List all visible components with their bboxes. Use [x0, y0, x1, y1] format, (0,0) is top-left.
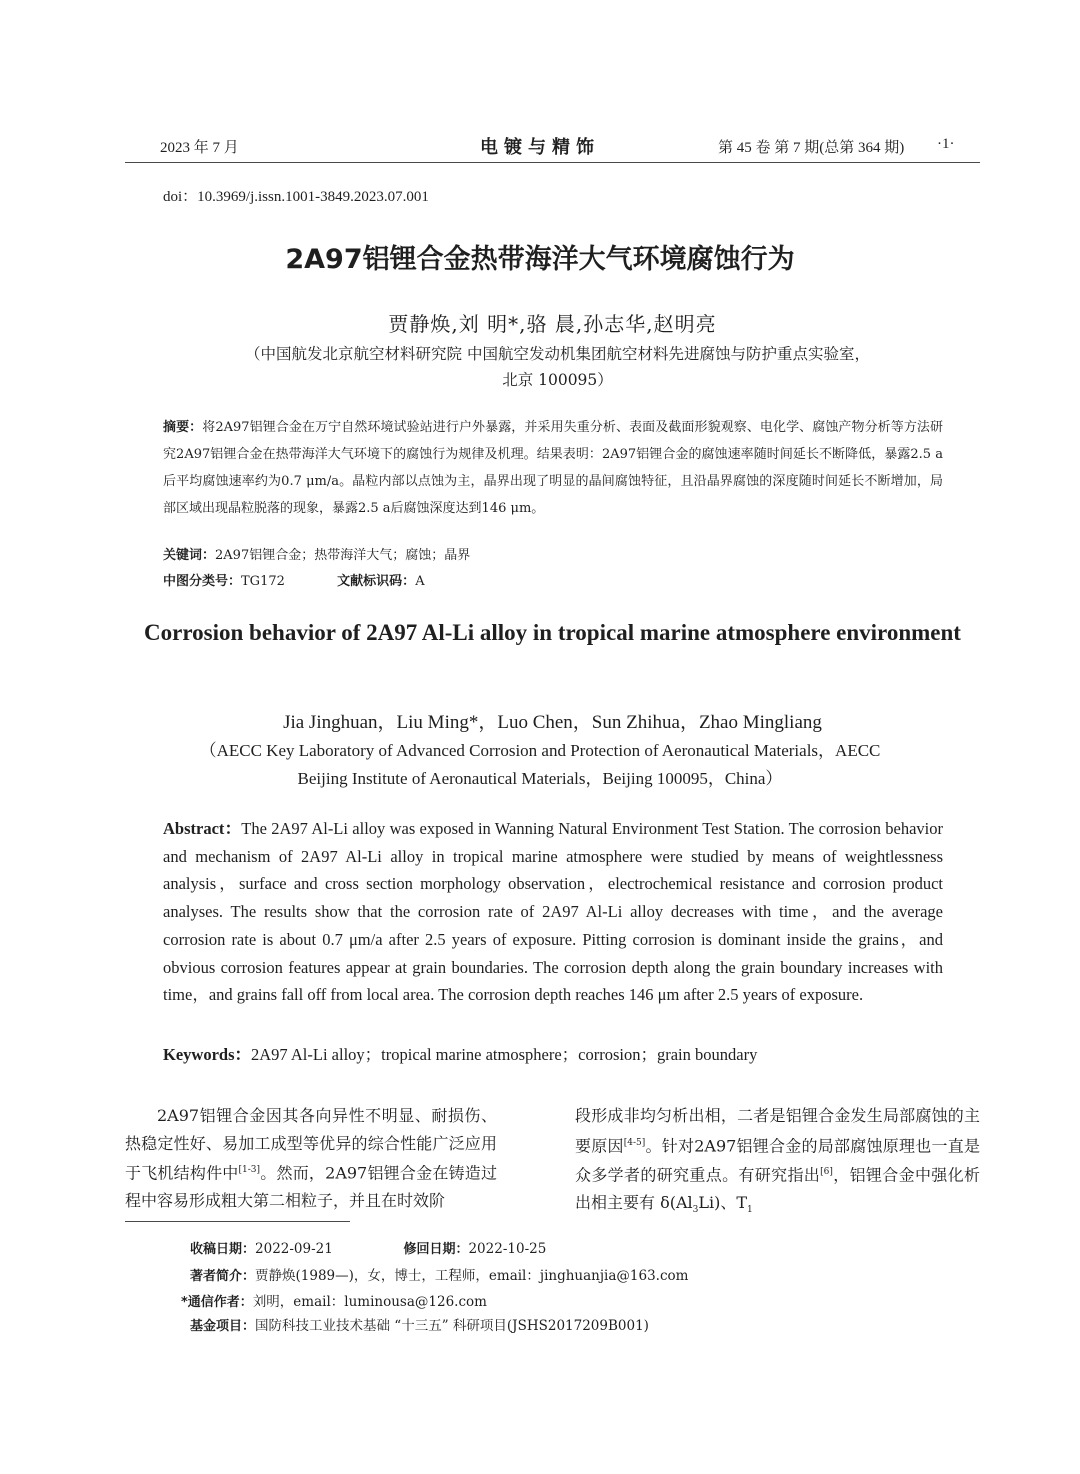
journal-name: 电镀与精饰	[480, 137, 600, 158]
en-keywords-text: 2A97 Al-Li alloy；tropical marine atmosphere；corrosion；grain boundary	[251, 1045, 758, 1064]
footnote-fund	[190, 1314, 649, 1334]
body-right-text-d: Li)、T	[698, 1193, 748, 1213]
cn-authors: 贾静焕,刘 明*,骆 晨,孙志华,赵明亮	[388, 312, 717, 336]
body-right-text-c: ，铝锂合金中强化析出相主要有 δ(Al	[575, 1165, 980, 1213]
en-title: Corrosion behavior of 2A97 Al-Li alloy in tropical marine atmosphere environment	[144, 620, 961, 645]
doi: doi：10.3969/j.issn.1001-3849.2023.07.001	[163, 189, 429, 205]
revised-label: 修回日期：	[403, 1242, 469, 1257]
footnote-dates	[190, 1238, 546, 1257]
fund-label: 基金项目：	[190, 1319, 256, 1334]
revised-date: 2022-10-25	[468, 1241, 547, 1257]
footnote-corresponding	[181, 1290, 487, 1310]
received-date: 2022-09-21	[255, 1241, 333, 1257]
header-volume: 第 45 卷 第 7 期(总第 364 期)	[718, 140, 905, 156]
body-left-text-b: 。然而，2A97铝锂合金在铸造过程中容易形成粗大第二相粒子，并且在时效阶	[125, 1163, 497, 1210]
fund-info: 国防科技工业技术基础 “十三五” 科研项目(JSHS2017209B001)	[255, 1318, 649, 1334]
cn-abstract-text: 将2A97铝锂合金在万宁自然环境试验站进行户外暴露，并采用失重分析、表面及截面形貌观察、电化学、腐蚀产物分析等方法研究2A97铝锂合金在热带海洋大气环境下的腐蚀行为规律及机理。结果表明：2A97铝锂合金的腐蚀速率随时间延长不断降低，暴露2.5 a后平均腐蚀速率约为0.7 μm/a。晶粒内部以点蚀为主，晶界出现了明显的晶间腐蚀特征，且沿晶界腐蚀的深度随时间延长不断增加，局部区域出现晶粒脱落的现象，暴露2.5 a后腐蚀深度达到146 μm。	[163, 420, 943, 516]
header-date: 2023 年 7 月	[160, 140, 239, 156]
cn-classification	[163, 570, 425, 589]
received-label: 收稿日期：	[190, 1242, 256, 1257]
clc-value: TG172	[241, 574, 285, 589]
en-affiliation-line-1: （AECC Key Laboratory of Advanced Corrosion and Protection of Aeronautical Materials，AECC	[199, 741, 881, 760]
en-keywords-label: Keywords：	[163, 1045, 251, 1064]
body-right-text-b: 。针对2A97铝锂合金的局部腐蚀原理也一直是众多学者的研究重点。有研究指出	[575, 1135, 980, 1185]
cn-abstract-label: 摘要：	[163, 420, 203, 435]
citation-1-3: [1-3]	[238, 1165, 261, 1175]
corresponding-info: 刘明，email：luminousa@126.com	[252, 1294, 487, 1310]
footnote-author	[190, 1264, 688, 1284]
body-right-text-a: 段形成非均匀析出相，二者是铝锂合金发生局部腐蚀的主要原因	[575, 1106, 980, 1155]
body-left-column	[125, 1102, 497, 1214]
subscript-1: 1	[747, 1205, 753, 1216]
corresponding-label: *通信作者：	[181, 1295, 253, 1310]
en-abstract-text: The 2A97 Al-Li alloy was exposed in Wanning Natural Environment Test Station. The corrosion behavior and mechanism of 2A97 Al-Li alloy in tropical marine atmosphere were studied by means of weightlessness analysis，surface and cross section morphology observation，electrochemical resistance and corrosion product analyses. The results show that the corrosion rate of 2A97 Al-Li alloy decreases with time，and the average corrosion rate is about 0.7 μm/a after 2.5 years of exposure. Pitting corrosion is dominant inside the grains，and obvious corrosion features appear at grain boundaries. The corrosion depth along the grain boundary increases with time，and grains fall off from local area. The corrosion depth reaches 146 μm after 2.5 years of exposure.	[163, 819, 943, 1005]
citation-6: [6]	[820, 1167, 833, 1178]
en-authors: Jia Jinghuan，Liu Ming*，Luo Chen，Sun Zhihua，Zhao Mingliang	[283, 712, 822, 733]
page-number: ·1·	[937, 136, 955, 152]
body-right-column	[575, 1102, 980, 1225]
cn-abstract	[163, 414, 943, 522]
en-keywords	[163, 1041, 757, 1065]
author-label: 著者简介：	[190, 1269, 256, 1284]
body-left-text-a: 2A97铝锂合金因其各向异性不明显、耐损伤、热稳定性好、易加工成型等优异的综合性能广泛应用于飞机结构件中	[125, 1106, 497, 1183]
en-abstract-label: Abstract：	[163, 819, 242, 838]
en-affiliation	[150, 737, 930, 793]
subscript-3: 3	[692, 1205, 699, 1216]
cn-keywords	[163, 544, 470, 563]
cn-affiliation	[0, 341, 1080, 393]
doc-code-value: A	[415, 574, 425, 589]
footnote-rule	[125, 1221, 350, 1222]
cn-affiliation-line-2: 北京 100095）	[502, 371, 613, 389]
author-info: 贾静焕(1989—)，女，博士，工程师，email：jinghuanjia@163.com	[255, 1268, 689, 1284]
citation-4-5: [4-5]	[623, 1137, 646, 1148]
doc-code-label: 文献标识码：	[337, 574, 416, 589]
header-rule	[125, 162, 980, 163]
cn-keywords-label: 关键词：	[163, 548, 216, 563]
en-affiliation-line-2: Beijing Institute of Aeronautical Materials，Beijing 100095，China）	[297, 769, 783, 788]
cn-title: 2A97铝锂合金热带海洋大气环境腐蚀行为	[285, 244, 795, 275]
clc-label: 中图分类号：	[163, 574, 242, 589]
en-abstract	[163, 815, 943, 1009]
cn-affiliation-line-1: （中国航发北京航空材料研究院 中国航空发动机集团航空材料先进腐蚀与防护重点实验室，	[245, 345, 870, 363]
cn-keywords-text: 2A97铝锂合金；热带海洋大气；腐蚀；晶界	[215, 548, 471, 563]
